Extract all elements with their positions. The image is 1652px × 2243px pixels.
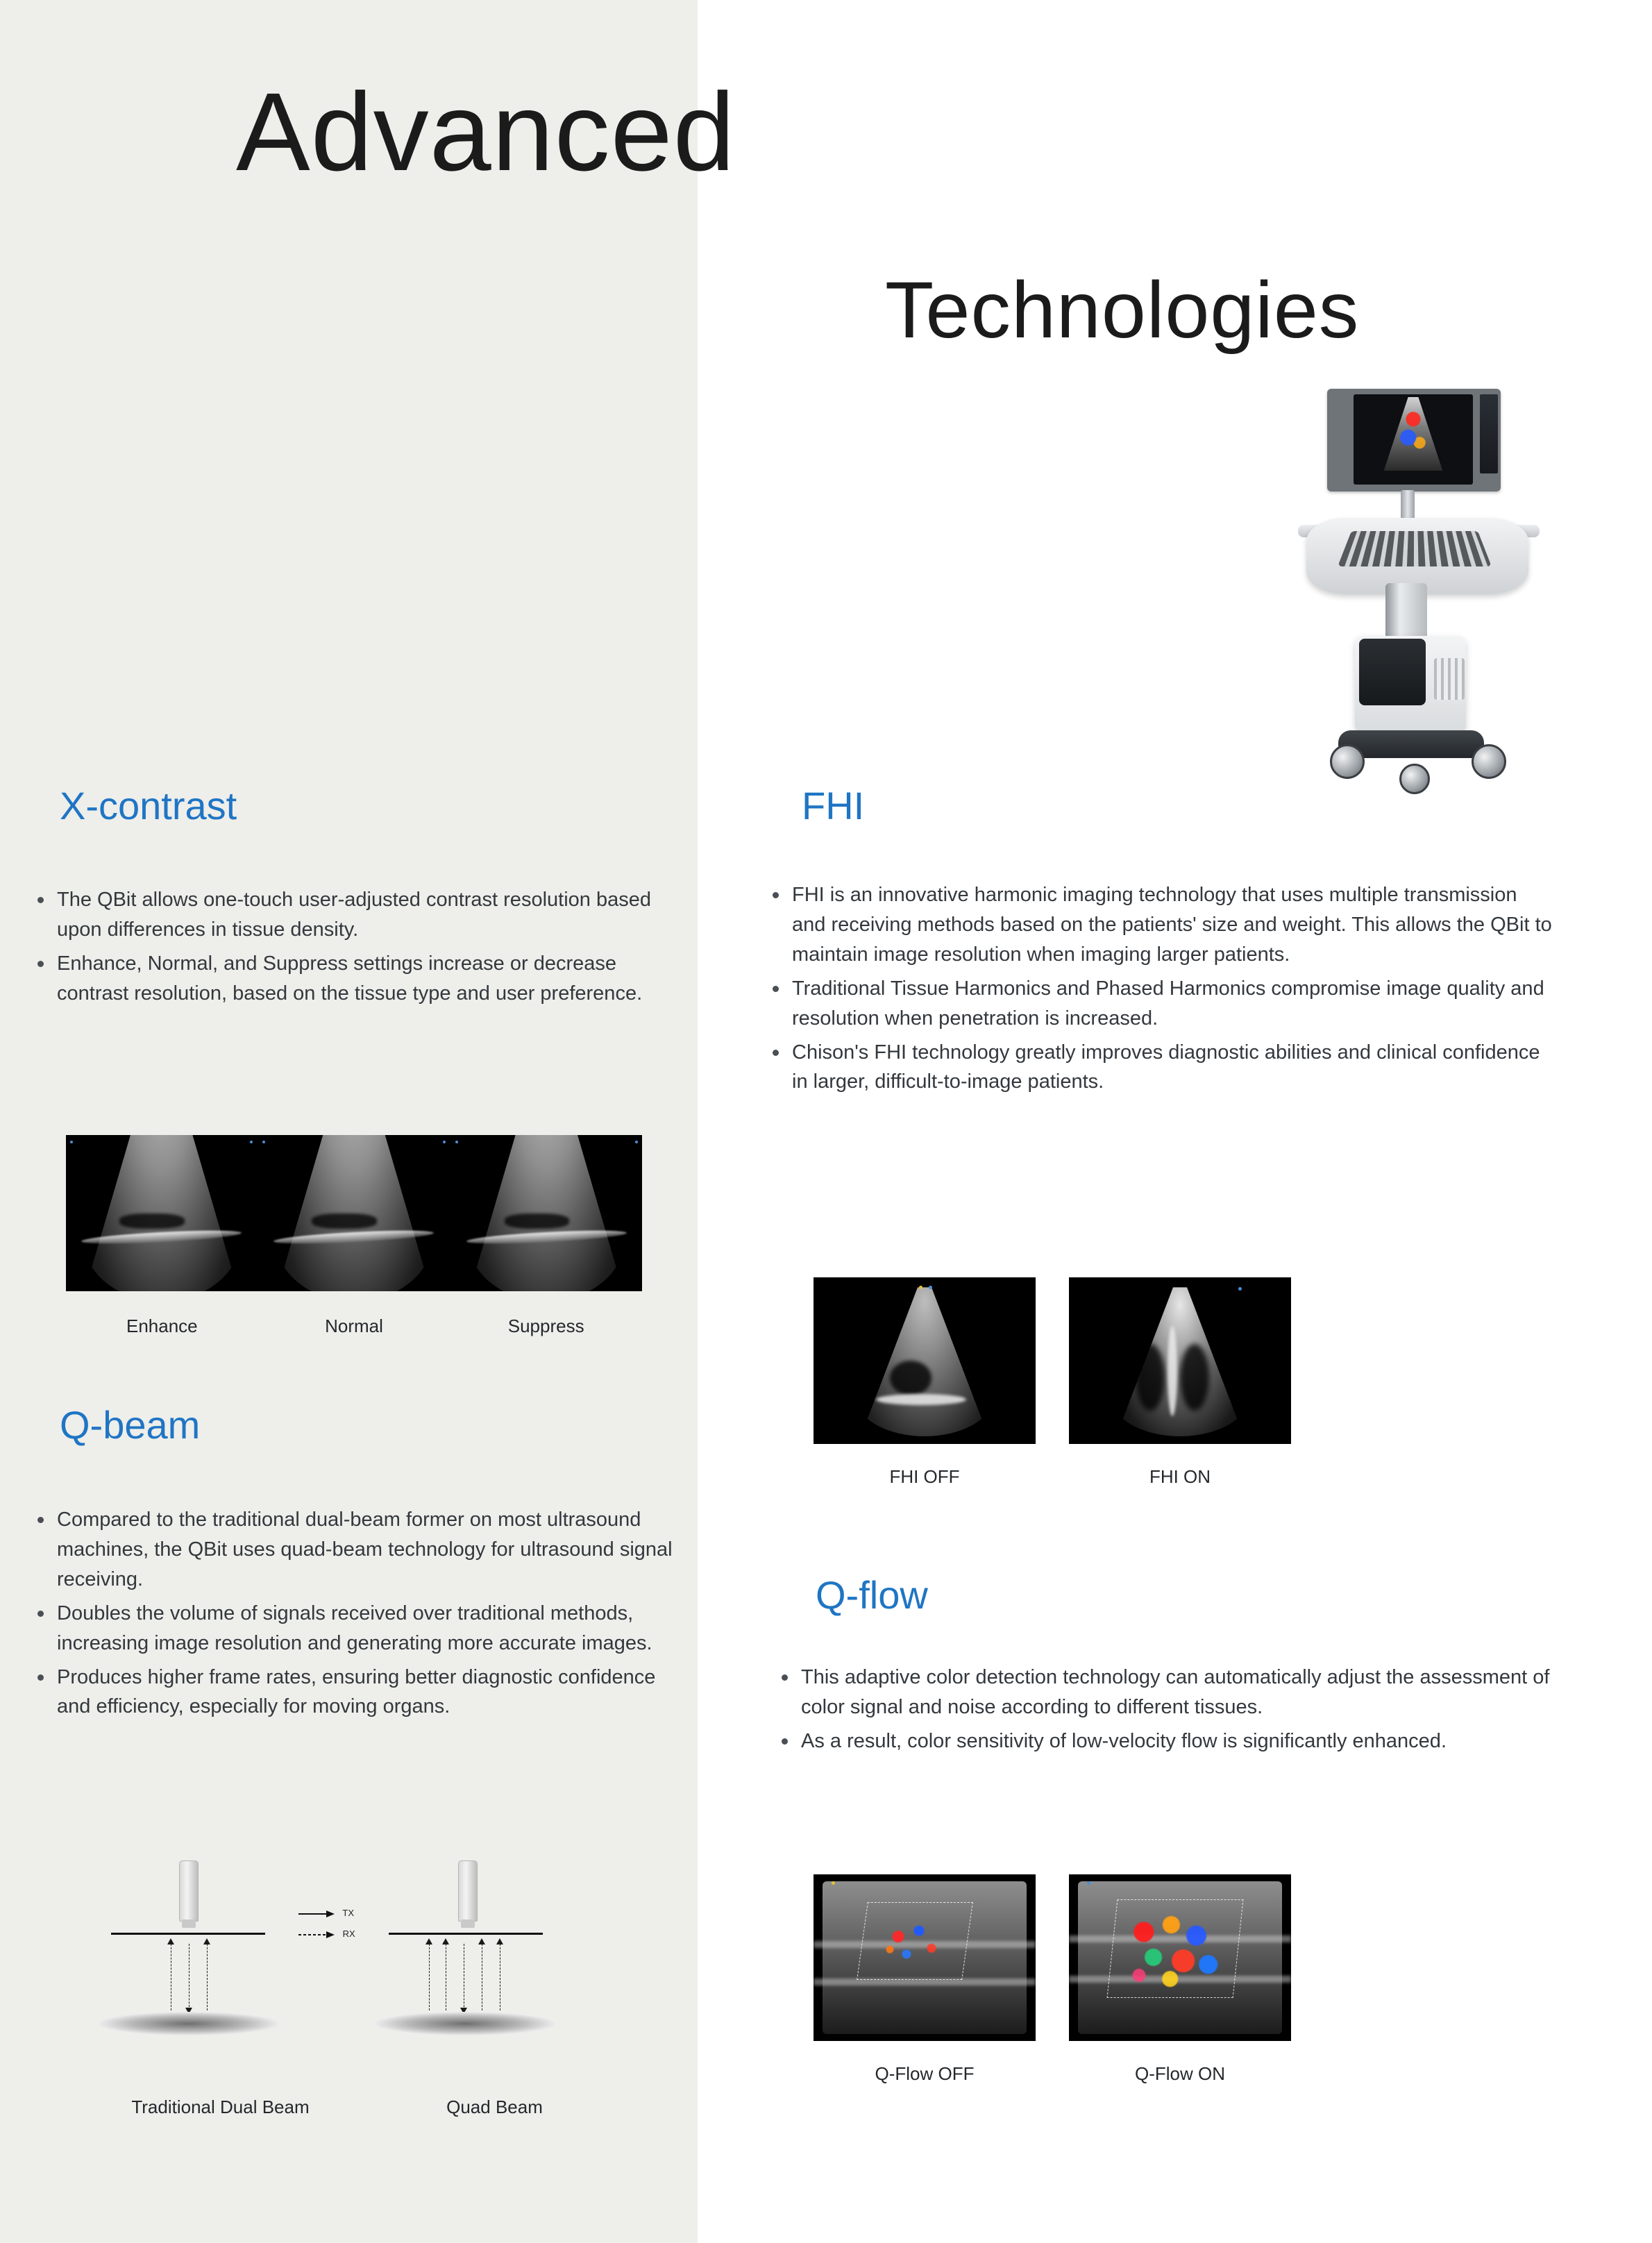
machine-screen-color-doppler: [1381, 397, 1445, 471]
rx-arrow-icon: [298, 1930, 337, 1940]
probe-icon-traditional: [179, 1860, 199, 1922]
q-flow-off-image: [814, 1874, 1036, 2041]
marker-dot: [832, 1881, 835, 1885]
page-title-line1: Advanced: [236, 69, 736, 194]
focal-zone-quad: [375, 2012, 555, 2035]
image-caption: Q-Flow ON: [1135, 2063, 1225, 2084]
cardiac-chamber: [890, 1361, 932, 1395]
marker-dot: [635, 1141, 638, 1143]
cardiac-septum: [1168, 1326, 1177, 1416]
marker-dot: [250, 1141, 253, 1143]
tx-arrow-icon: [298, 1909, 337, 1919]
diagram-caption: Traditional Dual Beam: [131, 2097, 310, 2117]
q-beam-caption-row: [83, 2097, 632, 2118]
ultrasound-fan: [855, 1287, 994, 1436]
marker-dot: [1087, 1881, 1090, 1885]
arrow-head-up: [442, 1938, 449, 1944]
marker-dot: [443, 1141, 446, 1143]
x-contrast-caption-row: [66, 1316, 642, 1337]
machine-keyboard: [1338, 531, 1492, 566]
list-item: Enhance, Normal, and Suppress settings increase or decrease contrast resolution, based on the tissue type and user preference.: [32, 949, 657, 1009]
image-caption: Normal: [325, 1316, 383, 1336]
machine-wheel-left: [1330, 744, 1365, 779]
machine-screen: [1354, 394, 1473, 485]
probe-icon-quad: [458, 1860, 478, 1922]
arrow-head-up: [203, 1938, 210, 1944]
legend-tx: TX: [298, 1909, 351, 1921]
machine-vents: [1434, 658, 1465, 700]
x-contrast-image-strip: [66, 1135, 642, 1291]
x-contrast-image-suppress: [451, 1135, 642, 1291]
image-caption: FHI OFF: [889, 1466, 960, 1487]
list-item: Traditional Tissue Harmonics and Phased Harmonics compromise image quality and resolution when penetration is increased.: [767, 974, 1555, 1034]
image-caption: FHI ON: [1149, 1466, 1211, 1487]
fhi-image-pair: [814, 1277, 1291, 1444]
image-caption: Suppress: [507, 1316, 584, 1336]
cardiac-chamber: [1180, 1344, 1209, 1411]
fhi-bullet-list: [767, 880, 1555, 1101]
beam-line: [207, 1944, 208, 2010]
beam-line: [429, 1944, 430, 2010]
list-item: The QBit allows one-touch user-adjusted contrast resolution based upon differences in tissue density.: [32, 885, 657, 945]
list-item: Produces higher frame rates, ensuring better diagnostic confidence and efficiency, especially for moving organs.: [32, 1663, 677, 1722]
x-contrast-bullet-list: [32, 885, 657, 1013]
image-caption: Enhance: [126, 1316, 198, 1336]
list-item: Chison's FHI technology greatly improves diagnostic abilities and clinical confidence in larger, difficult-to-image patients.: [767, 1038, 1555, 1098]
ultrasound-machine-illustration: [1263, 389, 1562, 875]
beam-comparison-diagram: [83, 1860, 632, 2062]
machine-wheel-right: [1472, 744, 1506, 779]
machine-body-front-dark: [1359, 639, 1426, 705]
marker-dot: [455, 1141, 458, 1143]
list-item: Compared to the traditional dual-beam former on most ultrasound machines, the QBit uses quad-beam technology for ultrasound signal receiving.: [32, 1505, 677, 1595]
marker-dot: [1238, 1287, 1242, 1291]
color-doppler-overlay: [873, 1913, 956, 1972]
q-beam-bullet-list: [32, 1505, 677, 1726]
x-contrast-image-normal: [258, 1135, 450, 1291]
q-flow-on-image: [1069, 1874, 1291, 2041]
legend-rx: RX: [298, 1930, 353, 1942]
skin-line-quad: [389, 1933, 543, 1935]
tissue-dark-region: [312, 1213, 377, 1229]
arrow-head-up: [425, 1938, 432, 1944]
color-doppler-overlay: [1118, 1905, 1237, 1995]
list-item: This adaptive color detection technology can automatically adjust the assessment of color signal and noise according to different tissues.: [776, 1663, 1560, 1722]
marker-dot: [262, 1141, 265, 1143]
focal-zone-traditional: [99, 2012, 279, 2035]
section-heading-q-beam: Q-beam: [60, 1403, 201, 1447]
section-heading-fhi: FHI: [802, 784, 865, 828]
fhi-caption-row: [814, 1466, 1291, 1488]
tissue-dark-region: [505, 1213, 570, 1229]
page-title-line2: Technologies: [885, 266, 1360, 355]
tissue-dark-region: [119, 1213, 185, 1229]
list-item: As a result, color sensitivity of low-velocity flow is significantly enhanced.: [776, 1727, 1560, 1756]
q-flow-bullet-list: [776, 1663, 1560, 1761]
section-heading-q-flow: Q-flow: [816, 1573, 928, 1617]
x-contrast-image-enhance: [66, 1135, 258, 1291]
fhi-off-image: [814, 1277, 1036, 1444]
machine-screen-sidebar: [1480, 394, 1498, 473]
machine-wheel-center: [1399, 764, 1430, 794]
q-flow-caption-row: [814, 2063, 1291, 2085]
skin-line-traditional: [111, 1933, 265, 1935]
marker-dot: [929, 1286, 932, 1289]
marker-dot: [919, 1286, 922, 1289]
marker-dot: [70, 1141, 73, 1143]
arrow-head-up: [478, 1938, 485, 1944]
section-heading-x-contrast: X-contrast: [60, 784, 237, 828]
machine-monitor: [1327, 389, 1501, 492]
list-item: FHI is an innovative harmonic imaging technology that uses multiple transmission and receiving methods based on the patients' size and weight. This allows the QBit to maintain image resolution when imaging larger patients.: [767, 880, 1555, 970]
image-caption: Q-Flow OFF: [875, 2063, 975, 2084]
cardiac-chamber: [1136, 1344, 1165, 1411]
list-item: Doubles the volume of signals received over traditional methods, increasing image resolution and generating more accurate images.: [32, 1599, 677, 1658]
arrow-head-up: [496, 1938, 503, 1944]
q-flow-image-pair: [814, 1874, 1291, 2041]
cardiac-wall: [876, 1394, 966, 1405]
arrow-head-up: [167, 1938, 174, 1944]
ultrasound-fan: [1111, 1287, 1249, 1436]
diagram-caption: Quad Beam: [446, 2097, 543, 2117]
fhi-on-image: [1069, 1277, 1291, 1444]
